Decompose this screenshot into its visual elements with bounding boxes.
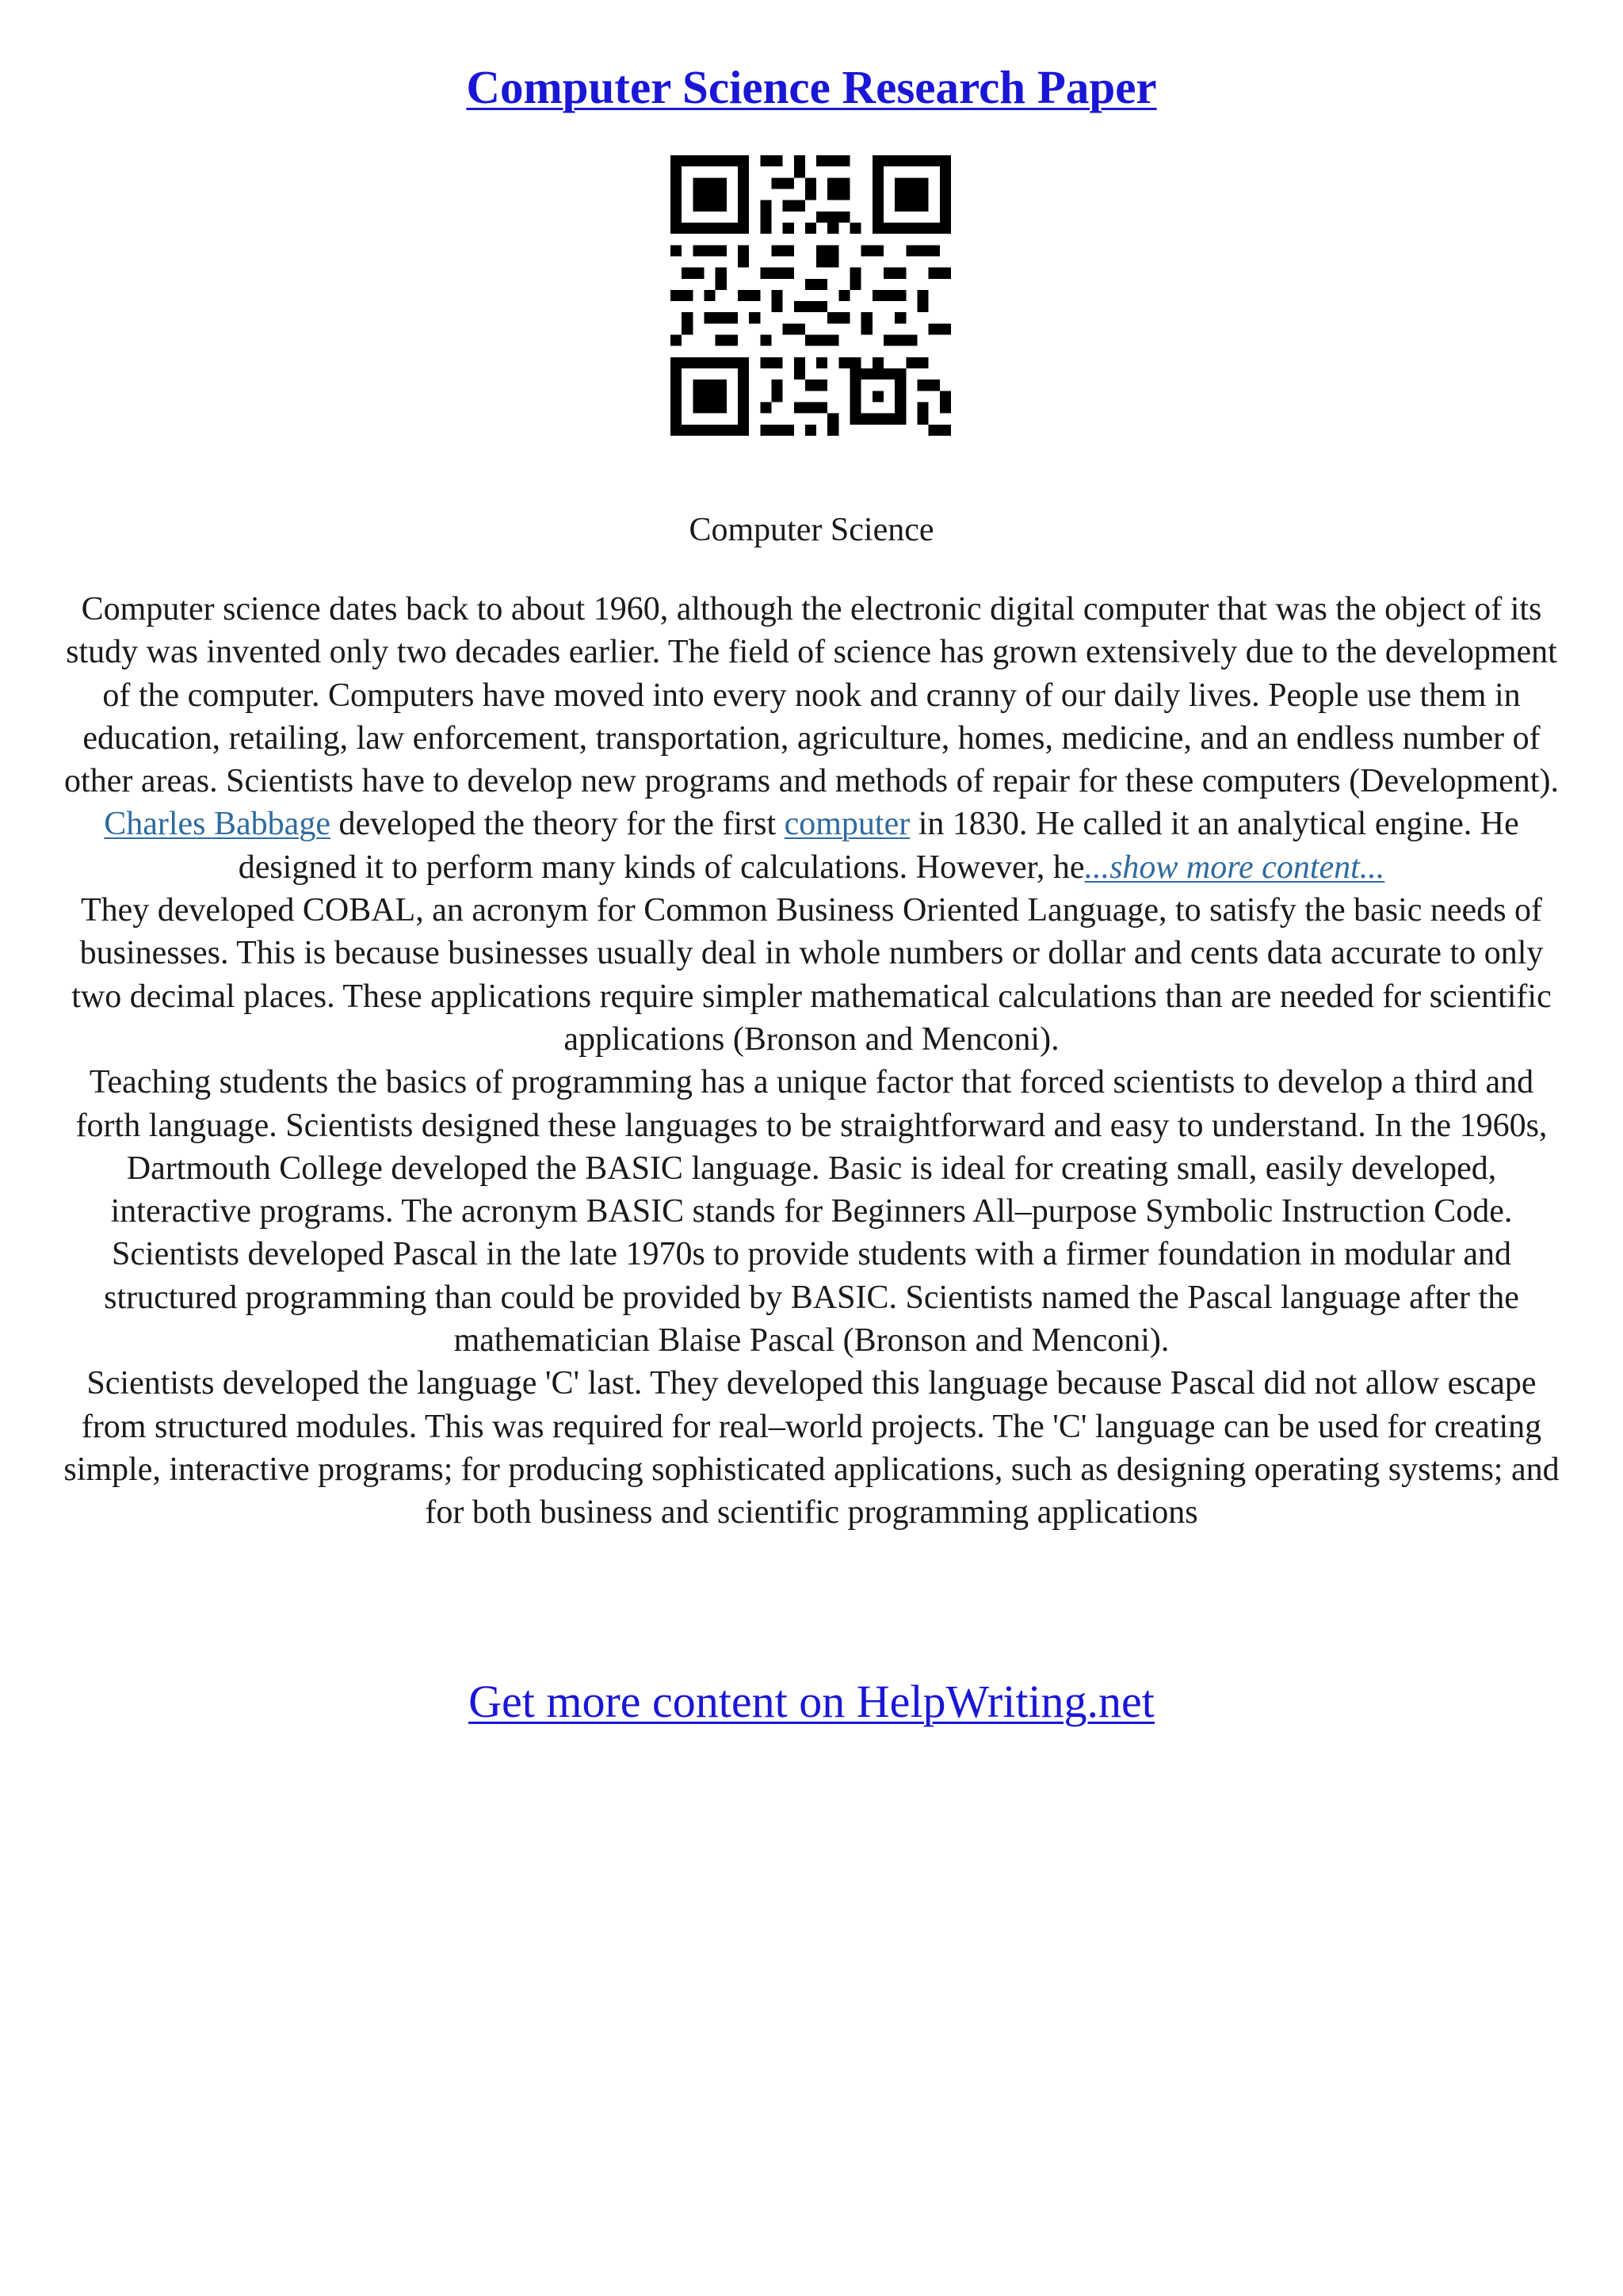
page-title [0, 55, 1623, 119]
charles-babbage-link[interactable]: Charles Babbage [104, 806, 330, 843]
paragraph-1: Computer science dates back to about 1960, although the electronic digital computer that was the object of its study was invented only two decades earlier. The field of science has grown extensively due to the development of the computer. Computers have moved into every nook and cranny of our daily lives. People use them in education, retailing, law enforcement, transportation, agriculture, homes, medicine, and an endless number of other areas. Scientists have to develop new programs and methods of repair for these computers (Development). [64, 591, 1559, 800]
paragraph-2-text-a: developed the theory for the first [330, 806, 785, 843]
paragraph-4: Teaching students the basics of programming has a unique factor that forced scientists to develop a third and forth language. Scientists designed these languages to be straightforward and easy to understand. In the 1960s, Dartmouth College developed the BASIC language. Basic is ideal for creating small, easily developed, interactive programs. The acronym BASIC stands for Beginners All–purpose Symbolic Instruction Code. Scientists developed Pascal in the late 1970s to provide students with a firmer foundation in modular and structured programming than could be provided by BASIC. Scientists named the Pascal language after the mathematician Blaise Pascal (Bronson and Menconi). [75, 1064, 1548, 1360]
computer-link[interactable]: computer [784, 806, 911, 843]
document-body [60, 588, 1563, 1535]
paragraph-2-text-b: in 1830. He called it an analytical engine. He designed it to perform many kinds of calculations. However, he [238, 806, 1519, 886]
document-subtitle: Computer Science [689, 512, 934, 548]
paragraph-5: Scientists developed the language 'C' last. They developed this language because Pascal did not allow escape from structured modules. This was required for real–world projects. The 'C' language can be used for creating simple, interactive programs; for producing sophisticated applications, such as designing operating systems; and for both business and scientific programming applications [63, 1365, 1560, 1531]
paragraph-3: They developed COBAL, an acronym for Common Business Oriented Language, to satisfy the basic needs of businesses. This is because businesses usually deal in whole numbers or dollar and cents data accurate to only two decimal places. These applications require simpler mathematical calculations than are needed for scientific applications (Bronson and Menconi). [71, 892, 1552, 1058]
qr-code-icon [670, 155, 951, 436]
footer [0, 1670, 1623, 1733]
show-more-link[interactable]: ...show more content... [1084, 849, 1385, 886]
title-link[interactable]: Computer Science Research Paper [466, 61, 1157, 113]
paragraph-2 [60, 803, 1563, 889]
get-more-content-link[interactable]: Get more content on HelpWriting.net [468, 1676, 1155, 1727]
